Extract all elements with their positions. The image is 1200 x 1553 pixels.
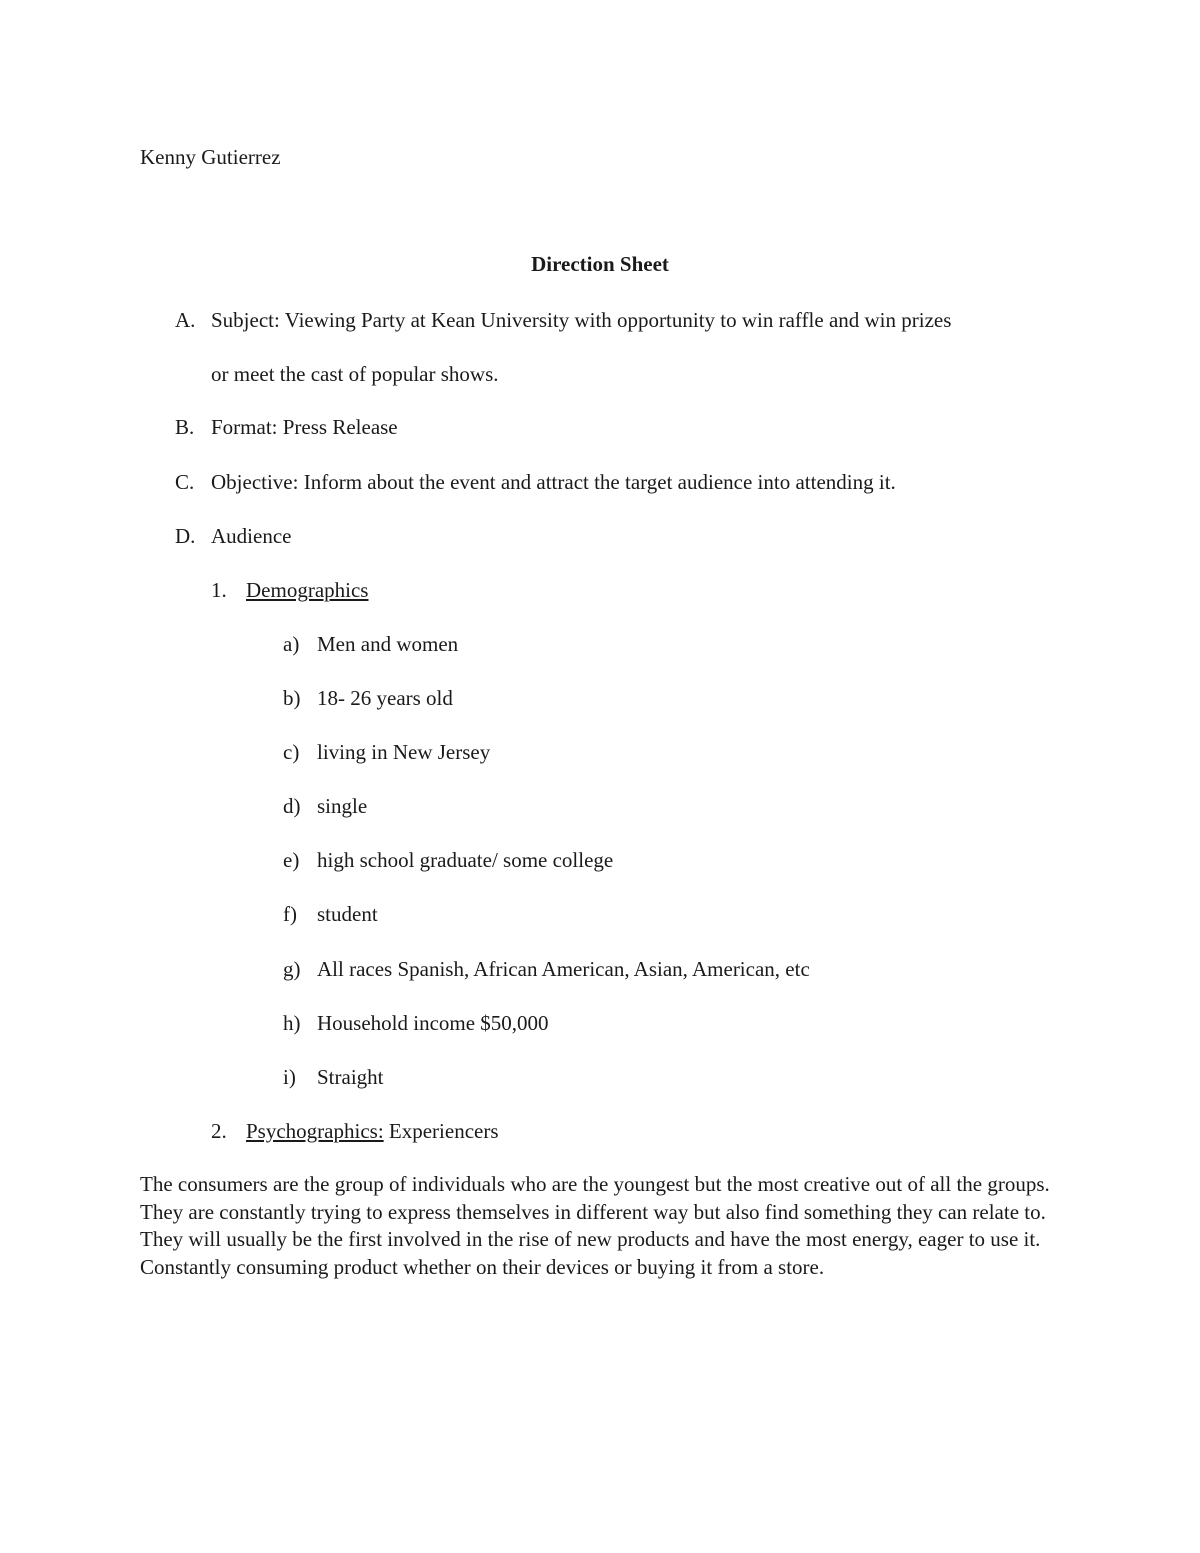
demographics-marker: 1. xyxy=(211,578,227,602)
demographic-item: high school graduate/ some college xyxy=(317,848,614,872)
body-paragraph: The consumers are the group of individuals who are the youngest but the most creative out of all the groups. They are constantly trying to express themselves in different way but also find something they can relate to. They will usually be the first involved in the rise of new products and have the most energy, eager to use it. Constantly consuming product whether on their devices or buying it from a store. xyxy=(140,1172,1050,1279)
demographic-item: 18- 26 years old xyxy=(317,686,453,710)
section-b-text: Format: Press Release xyxy=(211,415,398,439)
section-d-marker: D. xyxy=(175,524,196,548)
section-a-marker: A. xyxy=(175,308,196,332)
section-a-text: Subject: Viewing Party at Kean University with opportunity to win raffle and win prizes xyxy=(211,308,952,332)
demographic-item-marker: d) xyxy=(283,794,301,818)
section-c-marker: C. xyxy=(175,470,195,494)
demographic-item: student xyxy=(317,902,378,926)
section-d-text: Audience xyxy=(211,524,292,548)
section-c-text: Objective: Inform about the event and attract the target audience into attending it. xyxy=(211,470,896,494)
demographic-item: Straight xyxy=(317,1065,384,1089)
demographics-heading: Demographics xyxy=(246,578,369,602)
demographic-item: living in New Jersey xyxy=(317,740,491,764)
section-b-marker: B. xyxy=(175,415,195,439)
page-title: Direction Sheet xyxy=(531,252,669,276)
demographic-item: Men and women xyxy=(317,632,459,656)
psychographics-value: Experiencers xyxy=(383,1119,499,1143)
demographic-item-marker: h) xyxy=(283,1011,301,1035)
demographic-item: Household income $50,000 xyxy=(317,1011,549,1035)
demographic-item-marker: i) xyxy=(283,1065,296,1089)
demographic-item-marker: b) xyxy=(283,686,301,710)
psychographics-marker: 2. xyxy=(211,1119,227,1143)
demographic-item-marker: g) xyxy=(283,957,301,981)
author-name: Kenny Gutierrez xyxy=(140,145,281,169)
section-a-text-continued: or meet the cast of popular shows. xyxy=(211,362,499,386)
psychographics-heading: Psychographics: xyxy=(246,1119,384,1143)
demographic-item-marker: f) xyxy=(283,902,297,926)
demographic-item-marker: e) xyxy=(283,848,300,872)
demographic-item: single xyxy=(317,794,368,818)
psychographics-line xyxy=(246,1118,499,1144)
demographic-item: All races Spanish, African American, Asian, American, etc xyxy=(317,957,810,981)
demographic-item-marker: a) xyxy=(283,632,300,656)
demographic-item-marker: c) xyxy=(283,740,300,764)
